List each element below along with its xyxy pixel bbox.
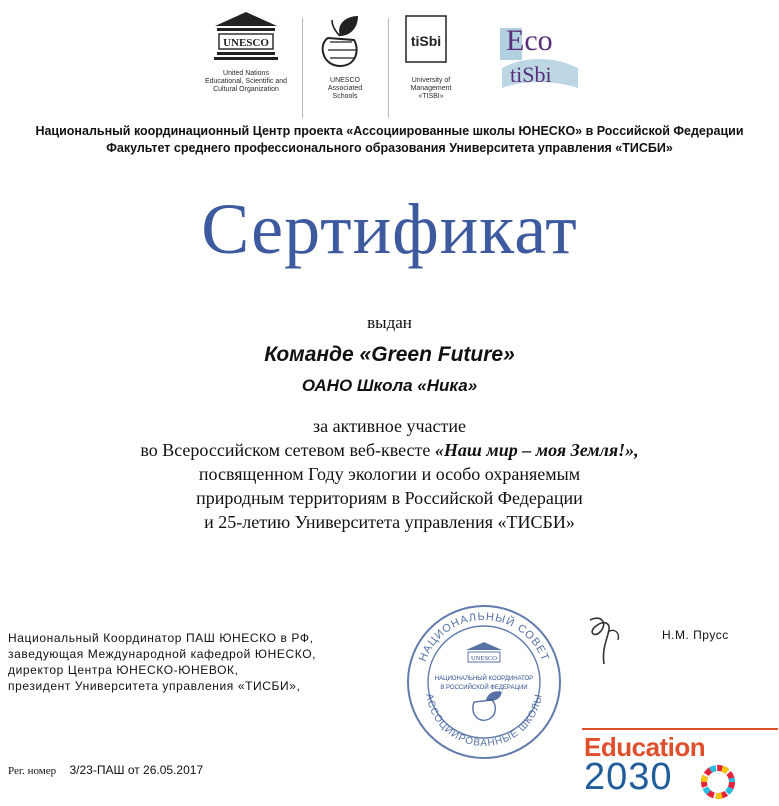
signature-icon — [578, 610, 638, 670]
body-line-4: природным территориям в Российской Федерации — [196, 488, 583, 508]
registration-label: Рег. номер — [8, 765, 57, 777]
body-line-2-prefix: во Всероссийском сетевом веб-квесте — [140, 440, 431, 460]
body-line-2 — [0, 438, 779, 462]
svg-text:В РОССИЙСКОЙ ФЕДЕРАЦИИ: В РОССИЙСКОЙ ФЕДЕРАЦИИ — [440, 685, 528, 691]
signatory-line-4: президент Университета управления «ТИСБИ», — [8, 679, 301, 693]
signatory-line-1: Национальный Координатор ПАШ ЮНЕСКО в РФ, — [8, 631, 314, 645]
quest-name: «Наш мир – моя Земля!», — [434, 440, 639, 460]
schools-caption: UNESCO Associated Schools — [327, 77, 363, 100]
svg-text:tiSbi: tiSbi — [410, 33, 442, 49]
signatory-line-2: заведующая Международной кафедрой ЮНЕСКО, — [8, 647, 317, 661]
tisbi-logo — [396, 10, 466, 101]
unesco-logo — [196, 10, 296, 94]
sdg-wheel-icon — [700, 764, 736, 800]
body-line-3: посвященном Году экологии и особо охраняемым — [198, 464, 581, 484]
org-line-2: Факультет среднего профессионального образования Университета управления «ТИСБИ» — [106, 141, 673, 155]
education-word: Education — [584, 732, 706, 762]
seal-stamp-icon — [404, 602, 564, 762]
ecotisbi-logo — [494, 10, 586, 101]
svg-text:UNESCO: UNESCO — [470, 655, 498, 662]
tisbi-mark-icon — [396, 10, 456, 72]
globe-leaf-icon — [310, 10, 370, 72]
svg-text:НАЦИОНАЛЬНЫЙ КООРДИНАТОР: НАЦИОНАЛЬНЫЙ КООРДИНАТОР — [434, 676, 534, 682]
certificate-body — [0, 414, 779, 534]
unesco-temple-icon — [211, 10, 281, 70]
organization-header — [0, 123, 779, 157]
logo-row — [0, 10, 779, 120]
unesco-schools-logo — [310, 10, 380, 101]
svg-text:АССОЦИИРОВАННЫЕ ШКОЛЫ: АССОЦИИРОВАННЫЕ ШКОЛЫ — [423, 692, 545, 750]
handwritten-signature — [578, 610, 638, 675]
body-line-5: и 25-летию Университета управления «ТИСБИ» — [204, 512, 575, 532]
org-line-1: Национальный координационный Центр проекта «Ассоциированные школы ЮНЕСКО» в Российской Федерации — [35, 124, 744, 138]
issued-label: выдан — [367, 313, 412, 332]
logo-rule — [582, 728, 778, 730]
tisbi-caption: University of Management «TISBI» — [410, 77, 452, 100]
signatory-titles — [8, 630, 316, 694]
signatory-line-3: директор Центра ЮНЕСКО-ЮНЕВОК, — [8, 663, 239, 677]
certificate-title: Сертификат — [201, 189, 578, 269]
body-line-1: за активное участие — [313, 416, 466, 436]
unesco-caption: United Nations Educational, Scientific and Cultural Organization — [204, 70, 288, 93]
ecotisbi-mark-icon — [494, 10, 586, 96]
education-year: 2030 — [584, 756, 673, 798]
signer-name: Н.М. Прусс — [662, 628, 729, 642]
svg-text:tiSbi: tiSbi — [510, 62, 552, 87]
logo-divider — [388, 18, 389, 118]
svg-text:Eco: Eco — [506, 24, 553, 57]
recipient-team: Команде «Green Future» — [264, 343, 515, 366]
recipient-school: ОАНО Школа «Ника» — [301, 376, 478, 395]
registration-number: 3/23-ПАШ от 26.05.2017 — [69, 763, 204, 777]
registration — [8, 763, 203, 777]
logo-divider — [302, 18, 303, 118]
svg-text:UNESCO: UNESCO — [223, 37, 269, 49]
official-seal — [404, 602, 564, 767]
svg-text:НАЦИОНАЛЬНЫЙ СОВЕТ: НАЦИОНАЛЬНЫЙ СОВЕТ — [416, 610, 552, 664]
